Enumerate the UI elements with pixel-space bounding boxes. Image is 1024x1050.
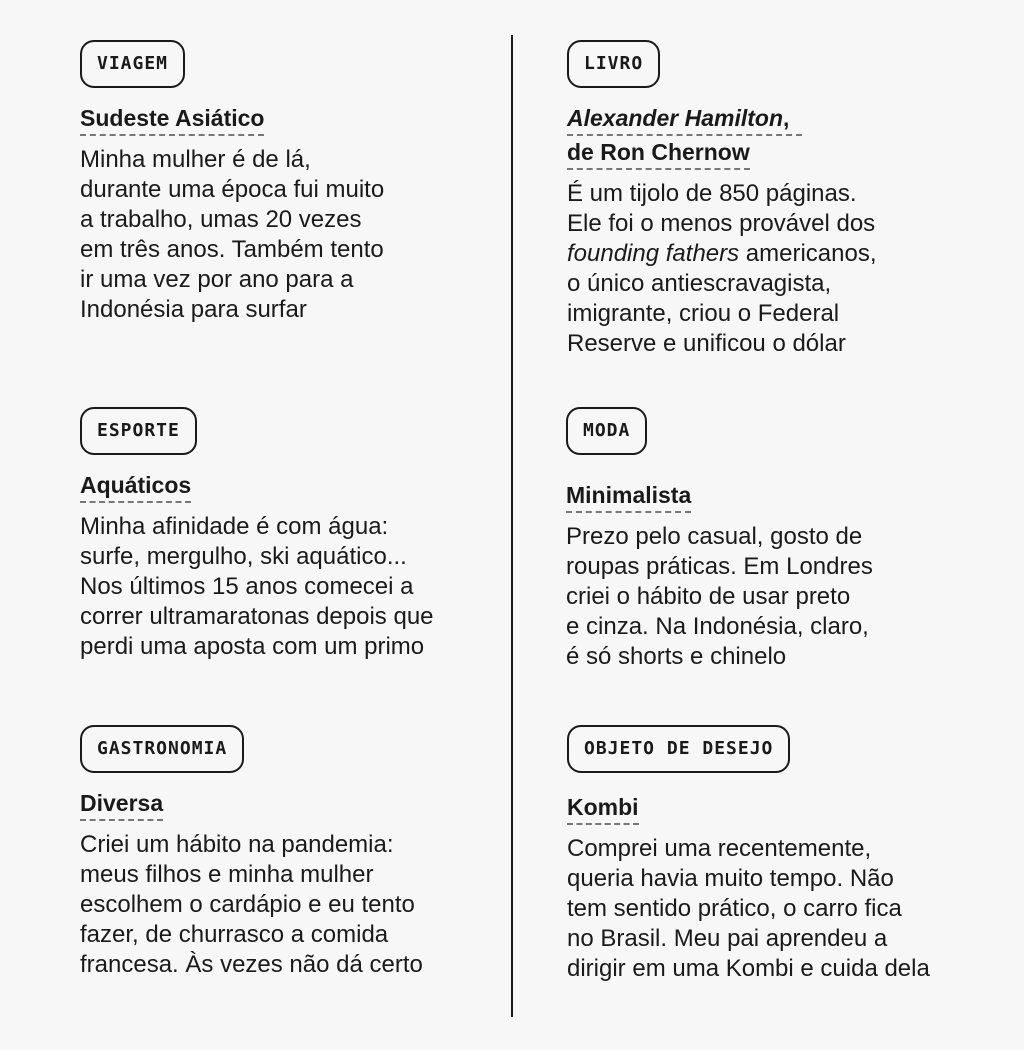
- category-tag: LIVRO: [567, 40, 660, 88]
- body-line: no Brasil. Meu pai aprendeu a: [567, 925, 888, 952]
- section-objeto-de-desejo: [567, 725, 987, 984]
- column-divider: [511, 35, 513, 1017]
- category-tag: ESPORTE: [80, 407, 197, 455]
- body-line: Indonésia para surfar: [80, 296, 307, 323]
- body-line: em três anos. Também tento: [80, 236, 384, 263]
- section-body: [80, 512, 480, 662]
- body-line: Nos últimos 15 anos comecei a: [80, 573, 414, 600]
- body-line: a trabalho, umas 20 vezes: [80, 206, 362, 233]
- body-line: Reserve e unificou o dólar: [567, 330, 846, 357]
- category-tag: MODA: [566, 407, 647, 455]
- body-line: Criei um hábito na pandemia:: [80, 831, 394, 858]
- body-line: durante uma época fui muito: [80, 176, 385, 203]
- title-text: Kombi: [567, 793, 639, 825]
- body-line: é só shorts e chinelo: [566, 643, 787, 670]
- body-line: Prezo pelo casual, gosto de: [566, 523, 863, 550]
- body-line: Minha mulher é de lá,: [80, 146, 311, 173]
- section-title: [566, 479, 966, 513]
- title-text: Aquáticos: [80, 471, 191, 503]
- italic-phrase: founding fathers: [567, 240, 740, 267]
- book-title: Alexander Hamilton: [567, 105, 783, 131]
- body-line: [567, 239, 987, 269]
- section-body: [566, 522, 966, 672]
- body-line: É um tijolo de 850 páginas.: [567, 180, 857, 207]
- section-moda: [566, 407, 966, 672]
- section-body: [567, 179, 987, 359]
- title-line-1: [567, 104, 802, 136]
- body-line: escolhem o cardápio e eu tento: [80, 891, 415, 918]
- category-tag: GASTRONOMIA: [80, 725, 244, 773]
- body-line: roupas práticas. Em Londres: [566, 553, 873, 580]
- section-body: [567, 834, 987, 984]
- body-line: e cinza. Na Indonésia, claro,: [566, 613, 869, 640]
- section-esporte: [80, 407, 480, 662]
- section-body: [80, 145, 480, 325]
- body-line: Minha afinidade é com água:: [80, 513, 389, 540]
- body-line: francesa. Às vezes não dá certo: [80, 951, 423, 978]
- body-line: imigrante, criou o Federal: [567, 300, 840, 327]
- line-rest: americanos,: [739, 240, 877, 267]
- section-gastronomia: [80, 725, 480, 980]
- body-line: ir uma vez por ano para a: [80, 266, 354, 293]
- body-line: criei o hábito de usar preto: [566, 583, 851, 610]
- body-line: tem sentido prático, o carro fica: [567, 895, 902, 922]
- section-title: [80, 787, 480, 821]
- section-title: [80, 469, 480, 503]
- body-line: fazer, de churrasco a comida: [80, 921, 389, 948]
- body-line: correr ultramaratonas depois que: [80, 603, 434, 630]
- title-text: Sudeste Asiático: [80, 104, 264, 136]
- section-body: [80, 830, 480, 980]
- body-line: Comprei uma recentemente,: [567, 835, 872, 862]
- section-title: [567, 791, 987, 825]
- section-title: [567, 102, 987, 170]
- title-text: Minimalista: [566, 481, 691, 513]
- section-viagem: [80, 40, 480, 325]
- body-line: dirigir em uma Kombi e cuida dela: [567, 955, 930, 982]
- body-line: perdi uma aposta com um primo: [80, 633, 425, 660]
- body-line: Ele foi o menos provável dos: [567, 210, 876, 237]
- body-line: queria havia muito tempo. Não: [567, 865, 894, 892]
- category-tag: VIAGEM: [80, 40, 185, 88]
- section-livro: [567, 40, 987, 359]
- body-line: o único antiescravagista,: [567, 270, 832, 297]
- body-line: meus filhos e minha mulher: [80, 861, 374, 888]
- category-tag: OBJETO DE DESEJO: [567, 725, 790, 773]
- title-comma: ,: [783, 105, 790, 131]
- title-text: Diversa: [80, 789, 163, 821]
- section-title: [80, 102, 480, 136]
- body-line: surfe, mergulho, ski aquático...: [80, 543, 407, 570]
- title-line-2: de Ron Chernow: [567, 138, 750, 170]
